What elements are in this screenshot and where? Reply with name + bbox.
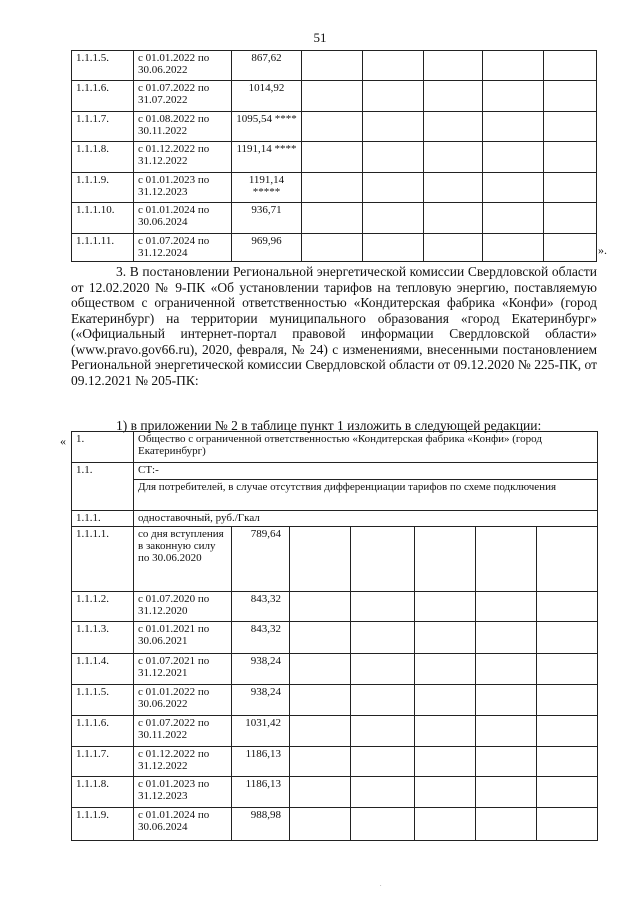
- empty-cell: [476, 777, 537, 808]
- empty-cell: [537, 808, 598, 841]
- subpoint-1: 1) в приложении № 2 в таблице пункт 1 изложить в следующей редакции:: [116, 418, 542, 433]
- scan-dot: .: [380, 882, 382, 888]
- empty-cell: [537, 747, 598, 777]
- table-row: [72, 81, 597, 112]
- row-period: со дня вступления в законную силу по 30.06.2020: [134, 527, 232, 592]
- row-value: 938,24: [232, 654, 290, 685]
- empty-cell: [290, 716, 351, 747]
- empty-cell: [544, 203, 597, 234]
- table-row-consumers: [72, 480, 598, 511]
- empty-cell: [363, 142, 424, 173]
- empty-cell: [290, 622, 351, 654]
- empty-cell: [415, 592, 476, 622]
- row-code: 1.1.1.5.: [72, 51, 134, 81]
- row-period: с 01.01.2021 по 30.06.2021: [134, 622, 232, 654]
- row-code: 1.1.1.10.: [72, 203, 134, 234]
- empty-cell: [483, 51, 544, 81]
- empty-cell: [537, 654, 598, 685]
- row-value: 988,98: [232, 808, 290, 841]
- table-row: [72, 716, 598, 747]
- empty-cell: [290, 654, 351, 685]
- empty-cell: [351, 716, 415, 747]
- table-row-rate-type: [72, 511, 598, 527]
- empty-cell: [351, 592, 415, 622]
- empty-cell: [483, 173, 544, 203]
- row-period: с 01.01.2022 по 30.06.2022: [134, 685, 232, 716]
- row-period: с 01.01.2024 по 30.06.2024: [134, 203, 232, 234]
- row-value: 938,24: [232, 685, 290, 716]
- empty-cell: [424, 81, 483, 112]
- empty-cell: [537, 622, 598, 654]
- table-row: [72, 747, 598, 777]
- row-code: 1.1.1.7.: [72, 112, 134, 142]
- row-code: 1.1.1.8.: [72, 142, 134, 173]
- empty-cell: [537, 777, 598, 808]
- row-code: 1.1.1.9.: [72, 173, 134, 203]
- row-period: с 01.08.2022 по 30.11.2022: [134, 112, 232, 142]
- table-row: [72, 203, 597, 234]
- row-value: 1186,13: [232, 747, 290, 777]
- table-row: [72, 527, 598, 592]
- empty-cell: [424, 112, 483, 142]
- empty-cell: [302, 173, 363, 203]
- row-period: с 01.01.2023 по 31.12.2023: [134, 173, 232, 203]
- empty-cell: [544, 112, 597, 142]
- empty-cell: [415, 654, 476, 685]
- closing-quote: ».: [598, 243, 607, 257]
- empty-cell: [363, 51, 424, 81]
- empty-cell: [351, 747, 415, 777]
- empty-cell: [351, 622, 415, 654]
- row-value: 843,32: [232, 592, 290, 622]
- table-row: [72, 622, 598, 654]
- empty-cell: [363, 81, 424, 112]
- empty-cell: [415, 527, 476, 592]
- empty-cell: [537, 716, 598, 747]
- empty-cell: [424, 142, 483, 173]
- row-period: с 01.07.2021 по 31.12.2021: [134, 654, 232, 685]
- table-row-st: [72, 463, 598, 480]
- row-code: 1.1.1.6.: [72, 716, 134, 747]
- row-value: 1191,14 ****: [232, 142, 302, 173]
- tariff-table-continued: [71, 50, 597, 262]
- empty-cell: [476, 527, 537, 592]
- empty-cell: [351, 808, 415, 841]
- row-value: 789,64: [232, 527, 290, 592]
- empty-cell: [290, 777, 351, 808]
- empty-cell: [302, 81, 363, 112]
- table-row: [72, 51, 597, 81]
- empty-cell: [363, 173, 424, 203]
- row-value: 1186,13: [232, 777, 290, 808]
- row-code: 1.: [72, 432, 134, 463]
- empty-cell: [544, 81, 597, 112]
- table-row: [72, 654, 598, 685]
- table-row: [72, 777, 598, 808]
- empty-cell: [476, 654, 537, 685]
- empty-cell: [290, 808, 351, 841]
- paragraph-3-text: 3. В постановлении Региональной энергетической комиссии Свердловской области от 12.02.2020 № 9-ПК «Об установлении тарифов на тепловую энергию, поставляемую обществом с ограниченной ответственностью «Кондитерская фабрика «Конфи» (город Екатеринбург) на территории муниципального образования «город Екатеринбург» («Официальный интернет-портал правовой информации Свердловской области» (www.pravo.gov66.ru), 2020, февраля, № 24) с изменениями, внесенными постановлением Региональной энергетической комиссии Свердловской области от 09.12.2020 № 225-ПК, от 09.12.2021 № 205-ПК:: [71, 264, 597, 388]
- empty-cell: [424, 234, 483, 262]
- empty-cell: [537, 527, 598, 592]
- row-code: 1.1.1.11.: [72, 234, 134, 262]
- row-code: 1.1.1.6.: [72, 81, 134, 112]
- empty-cell: [351, 685, 415, 716]
- empty-cell: [290, 527, 351, 592]
- row-value: 1095,54 ****: [232, 112, 302, 142]
- row-period: с 01.07.2024 по 31.12.2024: [134, 234, 232, 262]
- row-value: 843,32: [232, 622, 290, 654]
- empty-cell: [537, 592, 598, 622]
- empty-cell: [290, 747, 351, 777]
- empty-cell: [351, 777, 415, 808]
- empty-cell: [351, 527, 415, 592]
- row-period: с 01.07.2022 по 31.07.2022: [134, 81, 232, 112]
- rate-type: одноставочный, руб./Гкал: [134, 511, 598, 527]
- empty-cell: [302, 234, 363, 262]
- empty-cell: [415, 747, 476, 777]
- empty-cell: [544, 234, 597, 262]
- empty-cell: [415, 808, 476, 841]
- empty-cell: [483, 81, 544, 112]
- row-code: 1.1.1.8.: [72, 777, 134, 808]
- row-code: 1.1.1.7.: [72, 747, 134, 777]
- row-period: с 01.12.2022 по 31.12.2022: [134, 747, 232, 777]
- empty-cell: [476, 592, 537, 622]
- empty-cell: [415, 685, 476, 716]
- table-row: [72, 808, 598, 841]
- empty-cell: [302, 142, 363, 173]
- empty-cell: [363, 112, 424, 142]
- table-row: [72, 173, 597, 203]
- row-code: 1.1.1.2.: [72, 592, 134, 622]
- empty-cell: [302, 112, 363, 142]
- page-number: 51: [313, 30, 327, 45]
- table-row: [72, 685, 598, 716]
- empty-cell: [424, 173, 483, 203]
- empty-cell: [415, 777, 476, 808]
- row-code: 1.1.1.1.: [72, 527, 134, 592]
- empty-cell: [476, 747, 537, 777]
- row-code: 1.1.1.3.: [72, 622, 134, 654]
- row-value: 936,71: [232, 203, 302, 234]
- row-value: 969,96: [232, 234, 302, 262]
- st-label: СТ:-: [134, 463, 598, 480]
- row-code: 1.1.1.: [72, 511, 134, 527]
- row-period: с 01.01.2022 по 30.06.2022: [134, 51, 232, 81]
- empty-cell: [351, 654, 415, 685]
- row-code: 1.1.: [72, 463, 134, 511]
- tariff-table-new: [71, 431, 598, 841]
- empty-cell: [363, 203, 424, 234]
- empty-cell: [424, 203, 483, 234]
- empty-cell: [483, 203, 544, 234]
- table-row: [72, 142, 597, 173]
- row-period: с 01.01.2024 по 30.06.2024: [134, 808, 232, 841]
- empty-cell: [544, 173, 597, 203]
- table-row: [72, 592, 598, 622]
- empty-cell: [476, 685, 537, 716]
- row-code: 1.1.1.4.: [72, 654, 134, 685]
- row-period: с 01.07.2020 по 31.12.2020: [134, 592, 232, 622]
- empty-cell: [302, 203, 363, 234]
- organization-name: Общество с ограниченной ответственностью «Кондитерская фабрика «Конфи» (город Екатеринбург): [134, 432, 598, 463]
- paragraph-3: [71, 264, 597, 388]
- empty-cell: [544, 51, 597, 81]
- empty-cell: [483, 142, 544, 173]
- row-value: 1014,92: [232, 81, 302, 112]
- row-code: 1.1.1.9.: [72, 808, 134, 841]
- row-period: с 01.07.2022 по 30.11.2022: [134, 716, 232, 747]
- empty-cell: [415, 716, 476, 747]
- empty-cell: [537, 685, 598, 716]
- consumers-description: Для потребителей, в случае отсутствия дифференциации тарифов по схеме подключения: [134, 480, 598, 511]
- empty-cell: [476, 716, 537, 747]
- table-row: [72, 112, 597, 142]
- empty-cell: [290, 592, 351, 622]
- empty-cell: [290, 685, 351, 716]
- empty-cell: [363, 234, 424, 262]
- empty-cell: [476, 808, 537, 841]
- empty-cell: [424, 51, 483, 81]
- empty-cell: [415, 622, 476, 654]
- row-period: с 01.12.2022 по 31.12.2022: [134, 142, 232, 173]
- opening-quote: «: [60, 434, 66, 448]
- row-value: 1191,14 *****: [232, 173, 302, 203]
- row-value: 1031,42: [232, 716, 290, 747]
- row-code: 1.1.1.5.: [72, 685, 134, 716]
- empty-cell: [302, 51, 363, 81]
- row-value: 867,62: [232, 51, 302, 81]
- empty-cell: [544, 142, 597, 173]
- empty-cell: [483, 112, 544, 142]
- empty-cell: [476, 622, 537, 654]
- table-row: [72, 234, 597, 262]
- table-row-header: [72, 432, 598, 463]
- empty-cell: [483, 234, 544, 262]
- row-period: с 01.01.2023 по 31.12.2023: [134, 777, 232, 808]
